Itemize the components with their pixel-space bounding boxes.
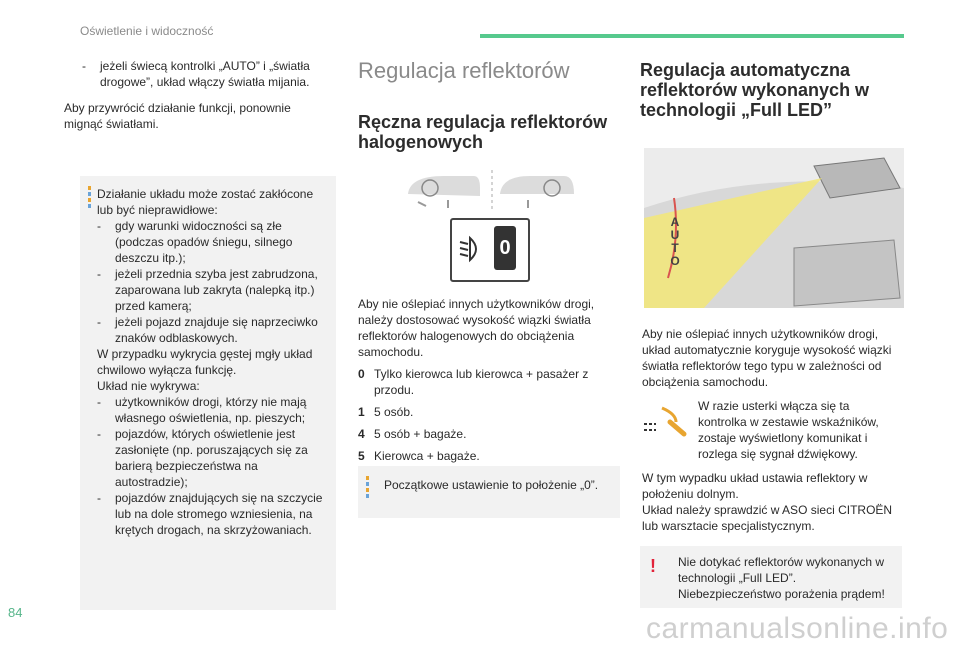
section-title: Oświetlenie i widoczność: [80, 24, 214, 38]
list-item: - pojazdów znajdujących się na szczycie lub na dole stromego wzniesienia, na krętych drogach, na skrzyżowaniach.: [97, 491, 323, 537]
note-fog: W przypadku wykrycia gęstej mgły układ chwilowo wyłącza funkcję.: [97, 347, 313, 377]
manual-paragraph: Aby nie oślepiać innych użytkowników drogi, należy dostosować wysokość wiązki światła reflektorów halogenowych do obciążenia samochodu.: [358, 297, 595, 359]
headlamp-range-icon: [458, 234, 486, 264]
load-illustration: [404, 166, 584, 212]
restore-text: Aby przywrócić działanie funkcji, ponownie mignąć światłami.: [64, 101, 291, 131]
settings-list: [358, 366, 608, 470]
fault-text: W razie usterki włącza się ta kontrolka w zestawie wskaźników, zostaje wyświetlony komunikat i rozlega się sygnał dźwiękowy.: [698, 399, 879, 461]
info-note-initial: Początkowe ustawienie to położenie „0”.: [358, 466, 620, 518]
auto-label: A U T O: [670, 215, 680, 268]
section-heading-auto: Regulacja automatyczna reflektorów wykonanych w technologii „Full LED”: [640, 60, 870, 120]
full-led-illustration: [644, 148, 904, 308]
grille-shape: [794, 240, 900, 306]
fault-text-2: W tym wypadku układ ustawia reflektory w położeniu dolnym.: [642, 471, 868, 501]
note-intro: Działanie układu może zostać zakłócone lub być nieprawidłowe:: [97, 187, 314, 217]
header-accent-bar: [480, 34, 904, 38]
page-title: Regulacja reflektorów: [358, 58, 570, 83]
bullet-item: - jeżeli świecą kontrolki „AUTO” i „światła drogowe”, układ włączy światła mijania.: [82, 59, 310, 89]
list-item: - gdy warunki widoczności są złe (podczas opadów śniegu, silnego deszczu itp.);: [97, 219, 293, 265]
list-item: - jeżeli pojazd znajduje się naprzeciwko znaków odblaskowych.: [97, 315, 318, 345]
headlamp-adjust-knob: [450, 218, 530, 282]
watermark: carmanualsonline.info: [646, 612, 949, 645]
list-item: 5 Kierowca + bagaże.: [358, 449, 480, 463]
service-text: Układ należy sprawdzić w ASO sieci CITROËN lub warsztacie specjalistycznym.: [642, 503, 893, 533]
arrow-icon: [418, 200, 448, 208]
list-item: - pojazdów, których oświetlenie jest zasłonięte (np. poruszających się za barierą bezpieczeństwa na autostradzie);: [97, 427, 308, 489]
knob-wheel: 0: [494, 226, 516, 270]
warning-note-box: ! Nie dotykać reflektorów wykonanych w technologii „Full LED”. Niebezpieczeństwo porażenia prądem!: [640, 546, 902, 608]
page-number: 84: [8, 605, 23, 620]
list-item: - użytkowników drogi, którzy nie mają własnego oświetlenia, np. pieszych;: [97, 395, 307, 425]
info-icon: [88, 186, 91, 208]
list-item: - jeżeli przednia szyba jest zabrudzona, zaparowana lub zakryta (nalepką itp.) przed kamerą;: [97, 267, 318, 313]
car-silhouette-right: [500, 176, 574, 194]
section-heading-manual: Ręczna regulacja reflektorów halogenowych: [358, 112, 608, 152]
info-note-box: [80, 176, 336, 610]
list-item: 4 5 osób + bagaże.: [358, 427, 467, 441]
note-not-detect: Układ nie wykrywa:: [97, 379, 200, 393]
list-item: 1 5 osób.: [358, 405, 414, 419]
auto-paragraph: Aby nie oślepiać innych użytkowników drogi, układ automatycznie koryguje wysokość wiązki światła reflektorów tego typu w zależności od obciążenia samochodu.: [642, 327, 892, 389]
list-item: 0 Tylko kierowca lub kierowca + pasażer z przodu.: [358, 367, 589, 397]
exclamation-icon: !: [650, 556, 656, 576]
headlamp-fault-warning-icon: [642, 402, 690, 438]
info-icon: [366, 476, 369, 498]
car-silhouette-left: [408, 176, 480, 196]
